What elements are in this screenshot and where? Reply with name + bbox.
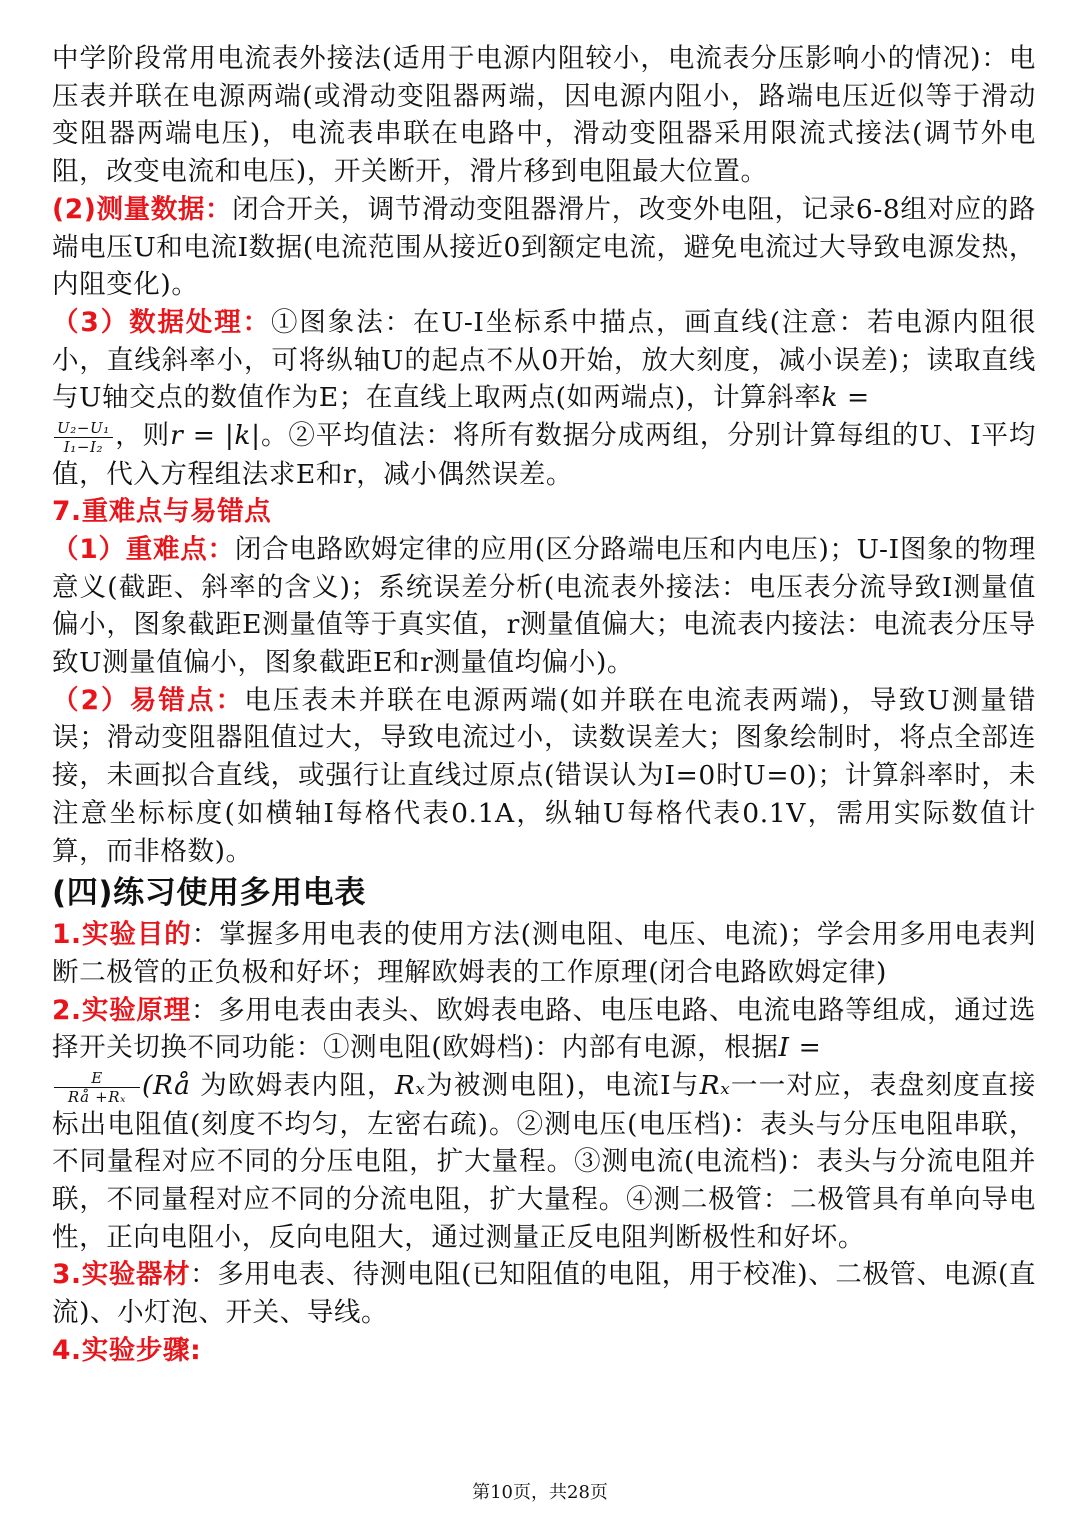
chapter-heading: (四)练习使用多用电表 bbox=[52, 875, 366, 912]
paragraph-text: ：掌握多用电表的使用方法(测电阻、电压、电流)；学会用多用电表判断二极管的正负极和好坏；理解欧姆表的工作原理(闭合电路欧姆定律) bbox=[52, 919, 1036, 988]
fraction-denominator: I₁−I₂ bbox=[63, 437, 104, 456]
paragraph-text: 闭合开关，调节滑动变阻器滑片，改变外电阻，记录6-8组对应的路端电压U和电流I数据(电流范围从接近0到额定电流，避免电流过大导致电源发热，内阻变化)。 bbox=[52, 193, 1036, 301]
paragraph-text: 电压表未并联在电源两端(如并联在电流表两端)，导致U测量错误；滑动变阻器阻值过大，导致电流过小，读数误差大；图象绘制时，将点全部连接，未画拟合直线，或强行让直线过原点(错误认为I=0时U=0)；计算斜率时，未注意坐标标度(如横轴I每格代表0.1A，纵轴U每格代表0.1V，需用实际数值计算，而非格数)。 bbox=[52, 684, 1036, 867]
paragraph-text: 闭合电路欧姆定律的应用(区分路端电压和内电压)；U-I图象的物理意义(截距、斜率的含义)；系统误差分析(电流表外接法：电压表分流导致I测量值偏小，图象截距E测量值等于真实值，r测量值偏大；电流表内接法：电流表分压导致U测量值偏小，图象截距E和r测量值均偏小)。 bbox=[52, 533, 1036, 679]
paragraph-current-external bbox=[52, 40, 1036, 191]
section-label: 4.实验步骤: bbox=[52, 1334, 202, 1366]
section-heading: 7.重难点与易错点 bbox=[52, 496, 272, 528]
paragraph-text: ，则 bbox=[114, 420, 171, 452]
section-label: 1.实验目的 bbox=[52, 919, 192, 951]
section-label: （3）数据处理： bbox=[52, 306, 272, 338]
fraction-denominator: Rå +Rₓ bbox=[67, 1087, 127, 1106]
heading-key-points bbox=[52, 493, 1036, 531]
slope-fraction bbox=[54, 419, 113, 456]
fraction-numerator: E bbox=[54, 1069, 140, 1088]
paragraph-measure-data bbox=[52, 191, 1036, 304]
document-page bbox=[52, 40, 1036, 1370]
paragraph-text: ：多用电表、待测电阻(已知阻值的电阻，用于校准)、二极管、电源(直流)、小灯泡、开关、导线。 bbox=[52, 1259, 1036, 1329]
section-label: 2.实验原理 bbox=[52, 994, 191, 1026]
paragraph-text: 为被测电阻)，电流I与 bbox=[425, 1070, 700, 1102]
paragraph-text: ①图象法：在U-I坐标系中描点，画直线(注意：若电源内阻很小，直线斜率小，可将纵轴U的起点不从0开始，放大刻度，减小误差)；读取直线与U轴交点的数值作为E；在直线上取两点(如两端点)，计算斜率 bbox=[52, 306, 1036, 414]
paragraph-purpose bbox=[52, 916, 1036, 991]
paragraph-key-difficulties bbox=[52, 531, 1036, 682]
paragraph-text: 为欧姆表内阻， bbox=[190, 1070, 395, 1102]
section-label: (2)测量数据： bbox=[52, 193, 233, 225]
paragraph-text: 中学阶段常用电流表外接法(适用于电源内阻较小，电流表分压影响小的情况)：电压表并联在电源两端(或滑动变阻器两端，因电源内阻小，路端电压近似等于滑动变阻器两端电压)，电流表串联在电路中，滑动变阻器采用限流式接法(调节外电阻，改变电流和电压)，开关断开，滑片移到电阻最大位置。 bbox=[52, 43, 1036, 188]
slope-symbol: k = bbox=[821, 382, 870, 414]
page-number-footer: 第10页，共28页 bbox=[472, 1482, 608, 1503]
section-label: （2）易错点： bbox=[52, 684, 245, 716]
section-label: 3.实验器材 bbox=[52, 1259, 191, 1291]
measured-resistance-symbol: Rₓ bbox=[699, 1070, 731, 1102]
paragraph-text: 一一对应，表盘刻度直接标出电阻值(刻度不均匀，左密右疏)。②测电压(电压档)：表头与分压电阻串联，不同量程对应不同的分压电阻，扩大量程。③测电流(电流档)：表头与分流电阻并联，不同量程对应不同的分流电阻，扩大量程。④测二极管：二极管具有单向导电性，正向电阻小，反向电阻大，通过测量正反电阻判断极性和好坏。 bbox=[52, 1070, 1036, 1253]
paragraph-steps bbox=[52, 1332, 1036, 1370]
resistance-formula: r = |k| bbox=[170, 420, 261, 452]
ohmmeter-fraction bbox=[54, 1069, 140, 1106]
fraction-numerator: U₂−U₁ bbox=[54, 419, 113, 438]
paragraph-common-errors bbox=[52, 682, 1036, 871]
measured-resistance-symbol: Rₓ bbox=[394, 1070, 426, 1102]
paragraph-data-processing bbox=[52, 304, 1036, 493]
section-label: （1）重难点： bbox=[52, 533, 235, 565]
paragraph-principle bbox=[52, 992, 1036, 1257]
current-symbol: I = bbox=[778, 1032, 822, 1064]
paragraph-text: 。②平均值法：将所有数据分成两组，分别计算每组的U、I平均值，代入方程组法求E和r，减小偶然误差。 bbox=[52, 420, 1036, 490]
paragraph-text: ：多用电表由表头、欧姆表电路、电压电路、电流电路等组成，通过选择开关切换不同功能：①测电阻(欧姆档)：内部有电源，根据 bbox=[52, 994, 1036, 1064]
paragraph-equipment bbox=[52, 1256, 1036, 1331]
internal-resistance-symbol: (Rå bbox=[142, 1070, 191, 1102]
